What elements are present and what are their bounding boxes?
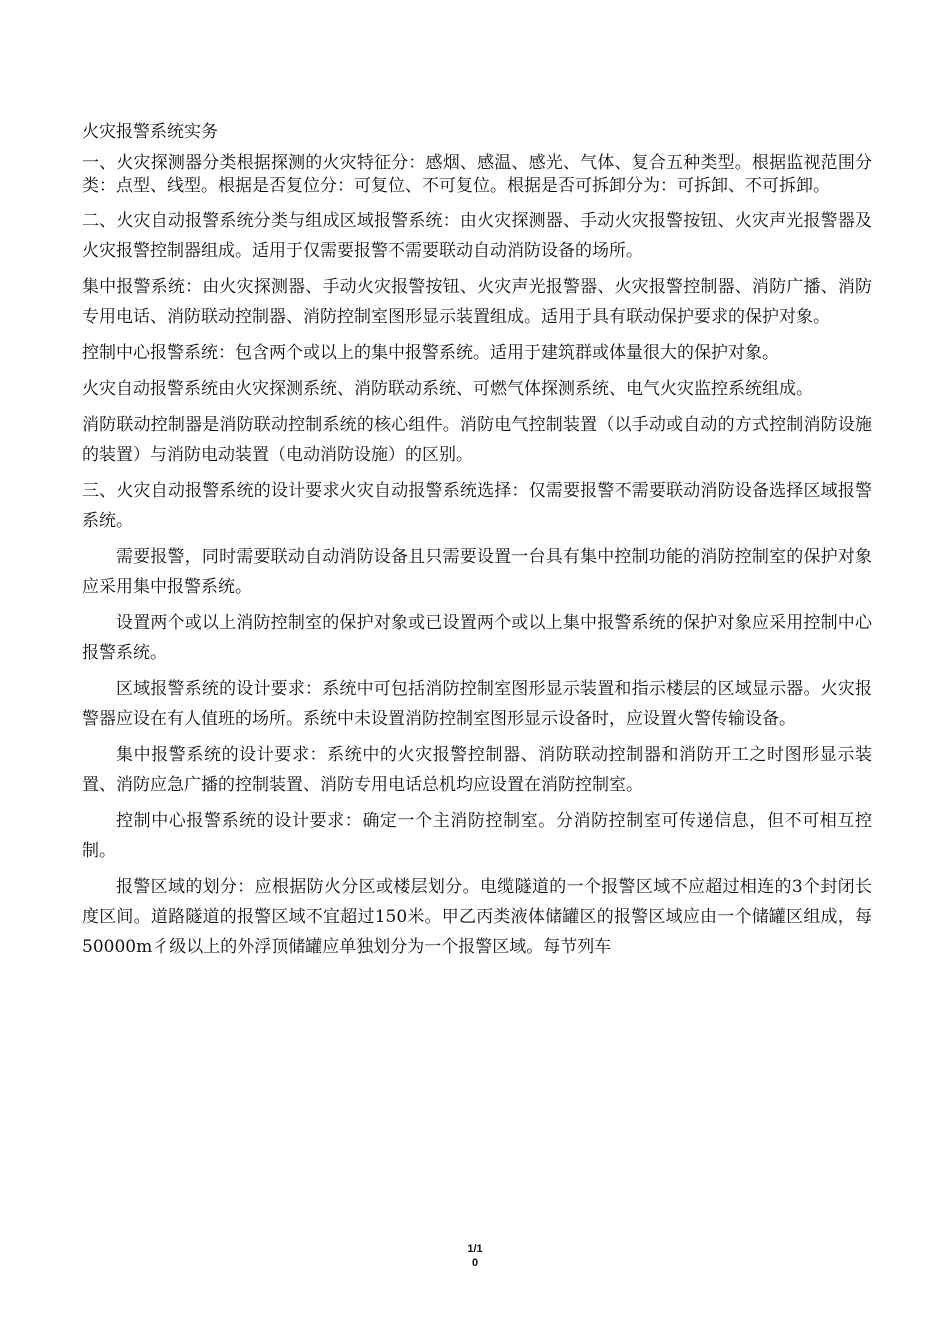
- paragraph-system-composition: 火灾自动报警系统由火灾探测系统、消防联动系统、可燃气体探测系统、电气火灾监控系统组成。: [82, 379, 813, 399]
- paragraph-design-requirements: 三、火灾自动报警系统的设计要求火灾自动报警系统选择：仅需要报警不需要联动消防设备选择区域报警系统。: [82, 481, 872, 531]
- paragraph-centralized-alarm: 集中报警系统：由火灾探测器、手动火灾报警按钮、火灾声光报警器、火灾报警控制器、消防广播、消防专用电话、消防联动控制器、消防控制室图形显示装置组成。适用于具有联动保护要求的保护对象。: [82, 277, 872, 327]
- paragraph-centralized-design: 集中报警系统的设计要求：系统中的火灾报警控制器、消防联动控制器和消防开工之时图形显示装置、消防应急广播的控制装置、消防专用电话总机均应设置在消防控制室。: [82, 745, 872, 795]
- paragraph-linkage-controller: 消防联动控制器是消防联动控制系统的核心组件。消防电气控制装置（以手动或自动的方式控制消防设施的装置）与消防电动装置（电动消防设施）的区别。: [82, 415, 872, 465]
- page-number: [0, 1242, 950, 1270]
- paragraph-regional-design: 区域报警系统的设计要求：系统中可包括消防控制室图形显示装置和指示楼层的区域显示器。火灾报警器应设在有人值班的场所。系统中未设置消防控制室图形显示设备时，应设置火警传输设备。: [82, 679, 872, 729]
- document-title: 火灾报警系统实务: [82, 122, 218, 142]
- paragraph-control-center-selection: 设置两个或以上消防控制室的保护对象或已设置两个或以上集中报警系统的保护对象应采用控制中心报警系统。: [82, 613, 872, 663]
- paragraph-control-center-design: 控制中心报警系统的设计要求：确定一个主消防控制室。分消防控制室可传递信息，但不可相互控制。: [82, 811, 872, 861]
- document-page: [82, 108, 872, 968]
- page-number-line-2: 0: [471, 1257, 479, 1269]
- paragraph-detector-classification: 一、火灾探测器分类根据探测的火灾特征分：感烟、感温、感光、气体、复合五种类型。根据监视范围分类：点型、线型。根据是否复位分：可复位、不可复位。根据是否可拆卸分为：可拆卸、不可拆卸。: [82, 153, 872, 196]
- paragraph-system-classification: 二、火灾自动报警系统分类与组成区域报警系统：由火灾探测器、手动火灾报警按钮、火灾声光报警器及火灾报警控制器组成。适用于仅需要报警不需要联动自动消防设备的场所。: [82, 211, 872, 261]
- paragraph-centralized-selection: 需要报警，同时需要联动自动消防设备且只需要设置一台具有集中控制功能的消防控制室的保护对象应采用集中报警系统。: [82, 547, 872, 597]
- paragraph-control-center-alarm: 控制中心报警系统：包含两个或以上的集中报警系统。适用于建筑群或体量很大的保护对象。: [82, 343, 779, 363]
- paragraph-alarm-zone-division: 报警区域的划分：应根据防火分区或楼层划分。电缆隧道的一个报警区域不应超过相连的3个封闭长度区间。道路隧道的报警区域不宜超过150米。甲乙丙类液体储罐区的报警区域应由一个储罐区组成，每50000m彳级以上的外浮顶储罐应单独划分为一个报警区域。每节列车: [82, 877, 872, 957]
- page-number-line-1: 1/1: [467, 1243, 483, 1255]
